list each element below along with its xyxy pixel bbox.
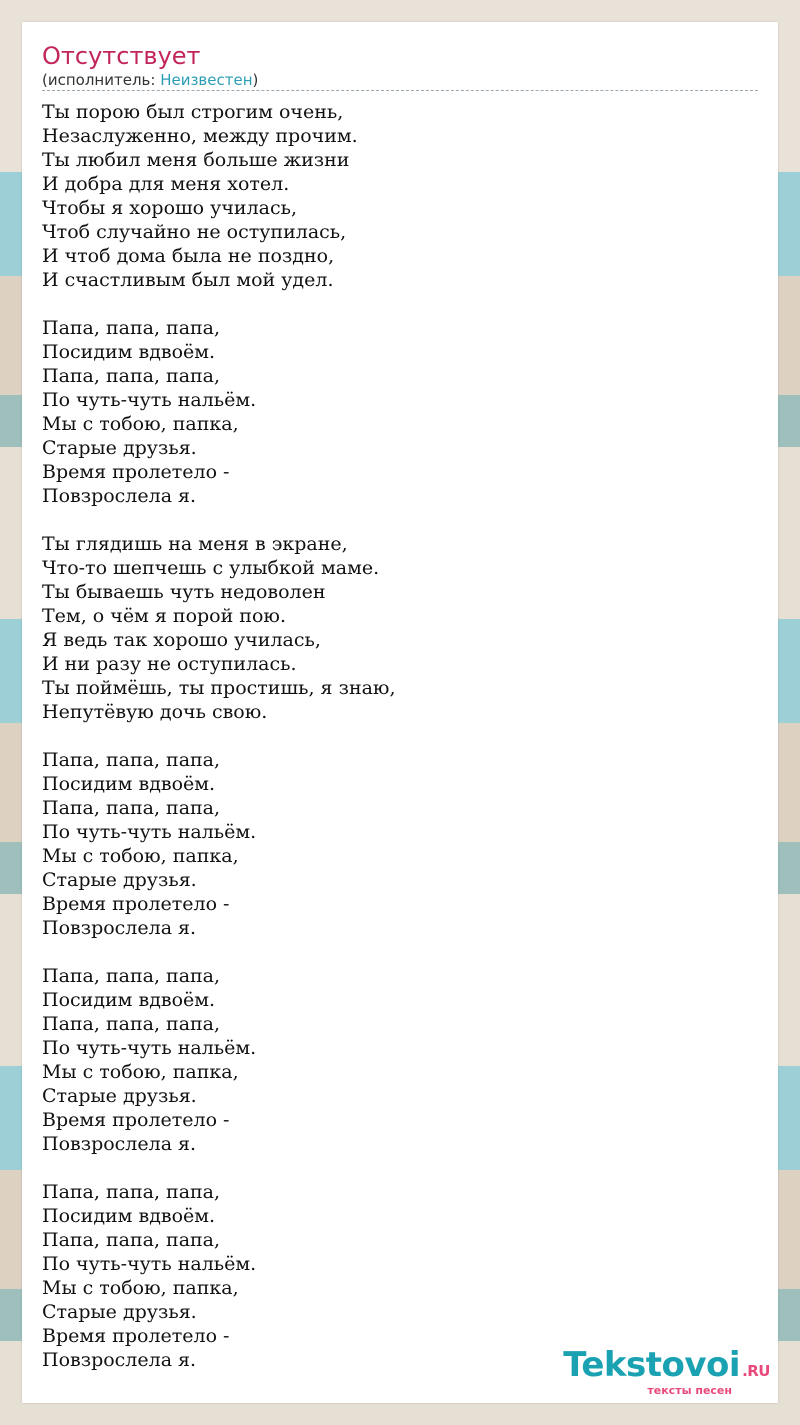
- lyric-line: Папа, папа, папа,: [42, 749, 221, 771]
- lyric-line: Я ведь так хорошо училась,: [42, 629, 321, 651]
- lyrics-card: [22, 22, 778, 1403]
- lyrics-text: [42, 100, 758, 1396]
- lyric-line: Время пролетело -: [42, 1325, 230, 1347]
- lyric-line: Папа, папа, папа,: [42, 965, 221, 987]
- lyric-line: Повзрослела я.: [42, 1133, 197, 1155]
- artist-suffix: ): [252, 71, 259, 89]
- lyric-line: Старые друзья.: [42, 437, 197, 459]
- lyric-line: Папа, папа, папа,: [42, 797, 221, 819]
- lyric-line: Папа, папа, папа,: [42, 365, 221, 387]
- lyric-line: По чуть-чуть нальём.: [42, 1037, 257, 1059]
- artist-prefix: (исполнитель:: [42, 71, 161, 89]
- lyric-line: Посидим вдвоём.: [42, 989, 216, 1011]
- lyric-line: Папа, папа, папа,: [42, 1013, 221, 1035]
- lyrics-stanza: [42, 1180, 758, 1372]
- artist-line: [42, 70, 258, 90]
- lyric-line: Мы с тобою, папка,: [42, 1061, 239, 1083]
- lyric-line: Старые друзья.: [42, 869, 197, 891]
- lyric-line: Повзрослела я.: [42, 917, 197, 939]
- lyric-line: Тем, о чём я порой пою.: [42, 605, 286, 627]
- lyric-line: Папа, папа, папа,: [42, 1229, 221, 1251]
- lyric-line: Старые друзья.: [42, 1085, 197, 1107]
- lyric-line: Папа, папа, папа,: [42, 317, 221, 339]
- artist-link[interactable]: Неизвестен: [160, 71, 253, 89]
- lyric-line: Ты глядишь на меня в экране,: [42, 533, 348, 555]
- lyric-line: Посидим вдвоём.: [42, 773, 216, 795]
- lyric-line: Ты бываешь чуть недоволен: [42, 581, 326, 603]
- lyric-line: По чуть-чуть нальём.: [42, 821, 257, 843]
- lyric-line: Папа, папа, папа,: [42, 1181, 221, 1203]
- lyric-line: Чтоб случайно не оступилась,: [42, 221, 347, 243]
- lyrics-stanza: [42, 316, 758, 508]
- lyric-line: Ты поймёшь, ты простишь, я знаю,: [42, 677, 396, 699]
- logo-tld: .RU: [742, 1362, 770, 1380]
- lyric-line: Время пролетело -: [42, 893, 230, 915]
- logo-name: Tekstovoi: [563, 1345, 741, 1385]
- title-divider: [42, 90, 758, 91]
- lyric-line: Незаслуженно, между прочим.: [42, 125, 358, 147]
- lyric-line: Повзрослела я.: [42, 1349, 197, 1371]
- lyric-line: Старые друзья.: [42, 1301, 197, 1323]
- lyric-line: Время пролетело -: [42, 461, 230, 483]
- lyric-line: По чуть-чуть нальём.: [42, 389, 257, 411]
- logo-wordmark: [563, 1347, 770, 1389]
- site-logo[interactable]: [563, 1347, 770, 1397]
- lyric-line: Посидим вдвоём.: [42, 1205, 216, 1227]
- lyric-line: Мы с тобою, папка,: [42, 845, 239, 867]
- song-title: Отсутствует: [42, 42, 201, 70]
- lyric-line: Что-то шепчешь с улыбкой маме.: [42, 557, 380, 579]
- lyric-line: Ты любил меня больше жизни: [42, 149, 350, 171]
- lyric-line: И добра для меня хотел.: [42, 173, 290, 195]
- lyric-line: И ни разу не оступилась.: [42, 653, 297, 675]
- lyrics-stanza: [42, 100, 758, 292]
- lyric-line: Повзрослела я.: [42, 485, 197, 507]
- lyric-line: Мы с тобою, папка,: [42, 413, 239, 435]
- lyric-line: Мы с тобою, папка,: [42, 1277, 239, 1299]
- lyrics-stanza: [42, 532, 758, 724]
- lyrics-stanza: [42, 964, 758, 1156]
- logo-tagline: тексты песен: [647, 1384, 732, 1397]
- lyric-line: По чуть-чуть нальём.: [42, 1253, 257, 1275]
- lyric-line: Непутёвую дочь свою.: [42, 701, 268, 723]
- lyric-line: Ты порою был строгим очень,: [42, 101, 344, 123]
- lyric-line: И счастливым был мой удел.: [42, 269, 334, 291]
- lyric-line: И чтоб дома была не поздно,: [42, 245, 335, 267]
- lyric-line: Время пролетело -: [42, 1109, 230, 1131]
- lyric-line: Чтобы я хорошо училась,: [42, 197, 297, 219]
- lyrics-stanza: [42, 748, 758, 940]
- lyric-line: Посидим вдвоём.: [42, 341, 216, 363]
